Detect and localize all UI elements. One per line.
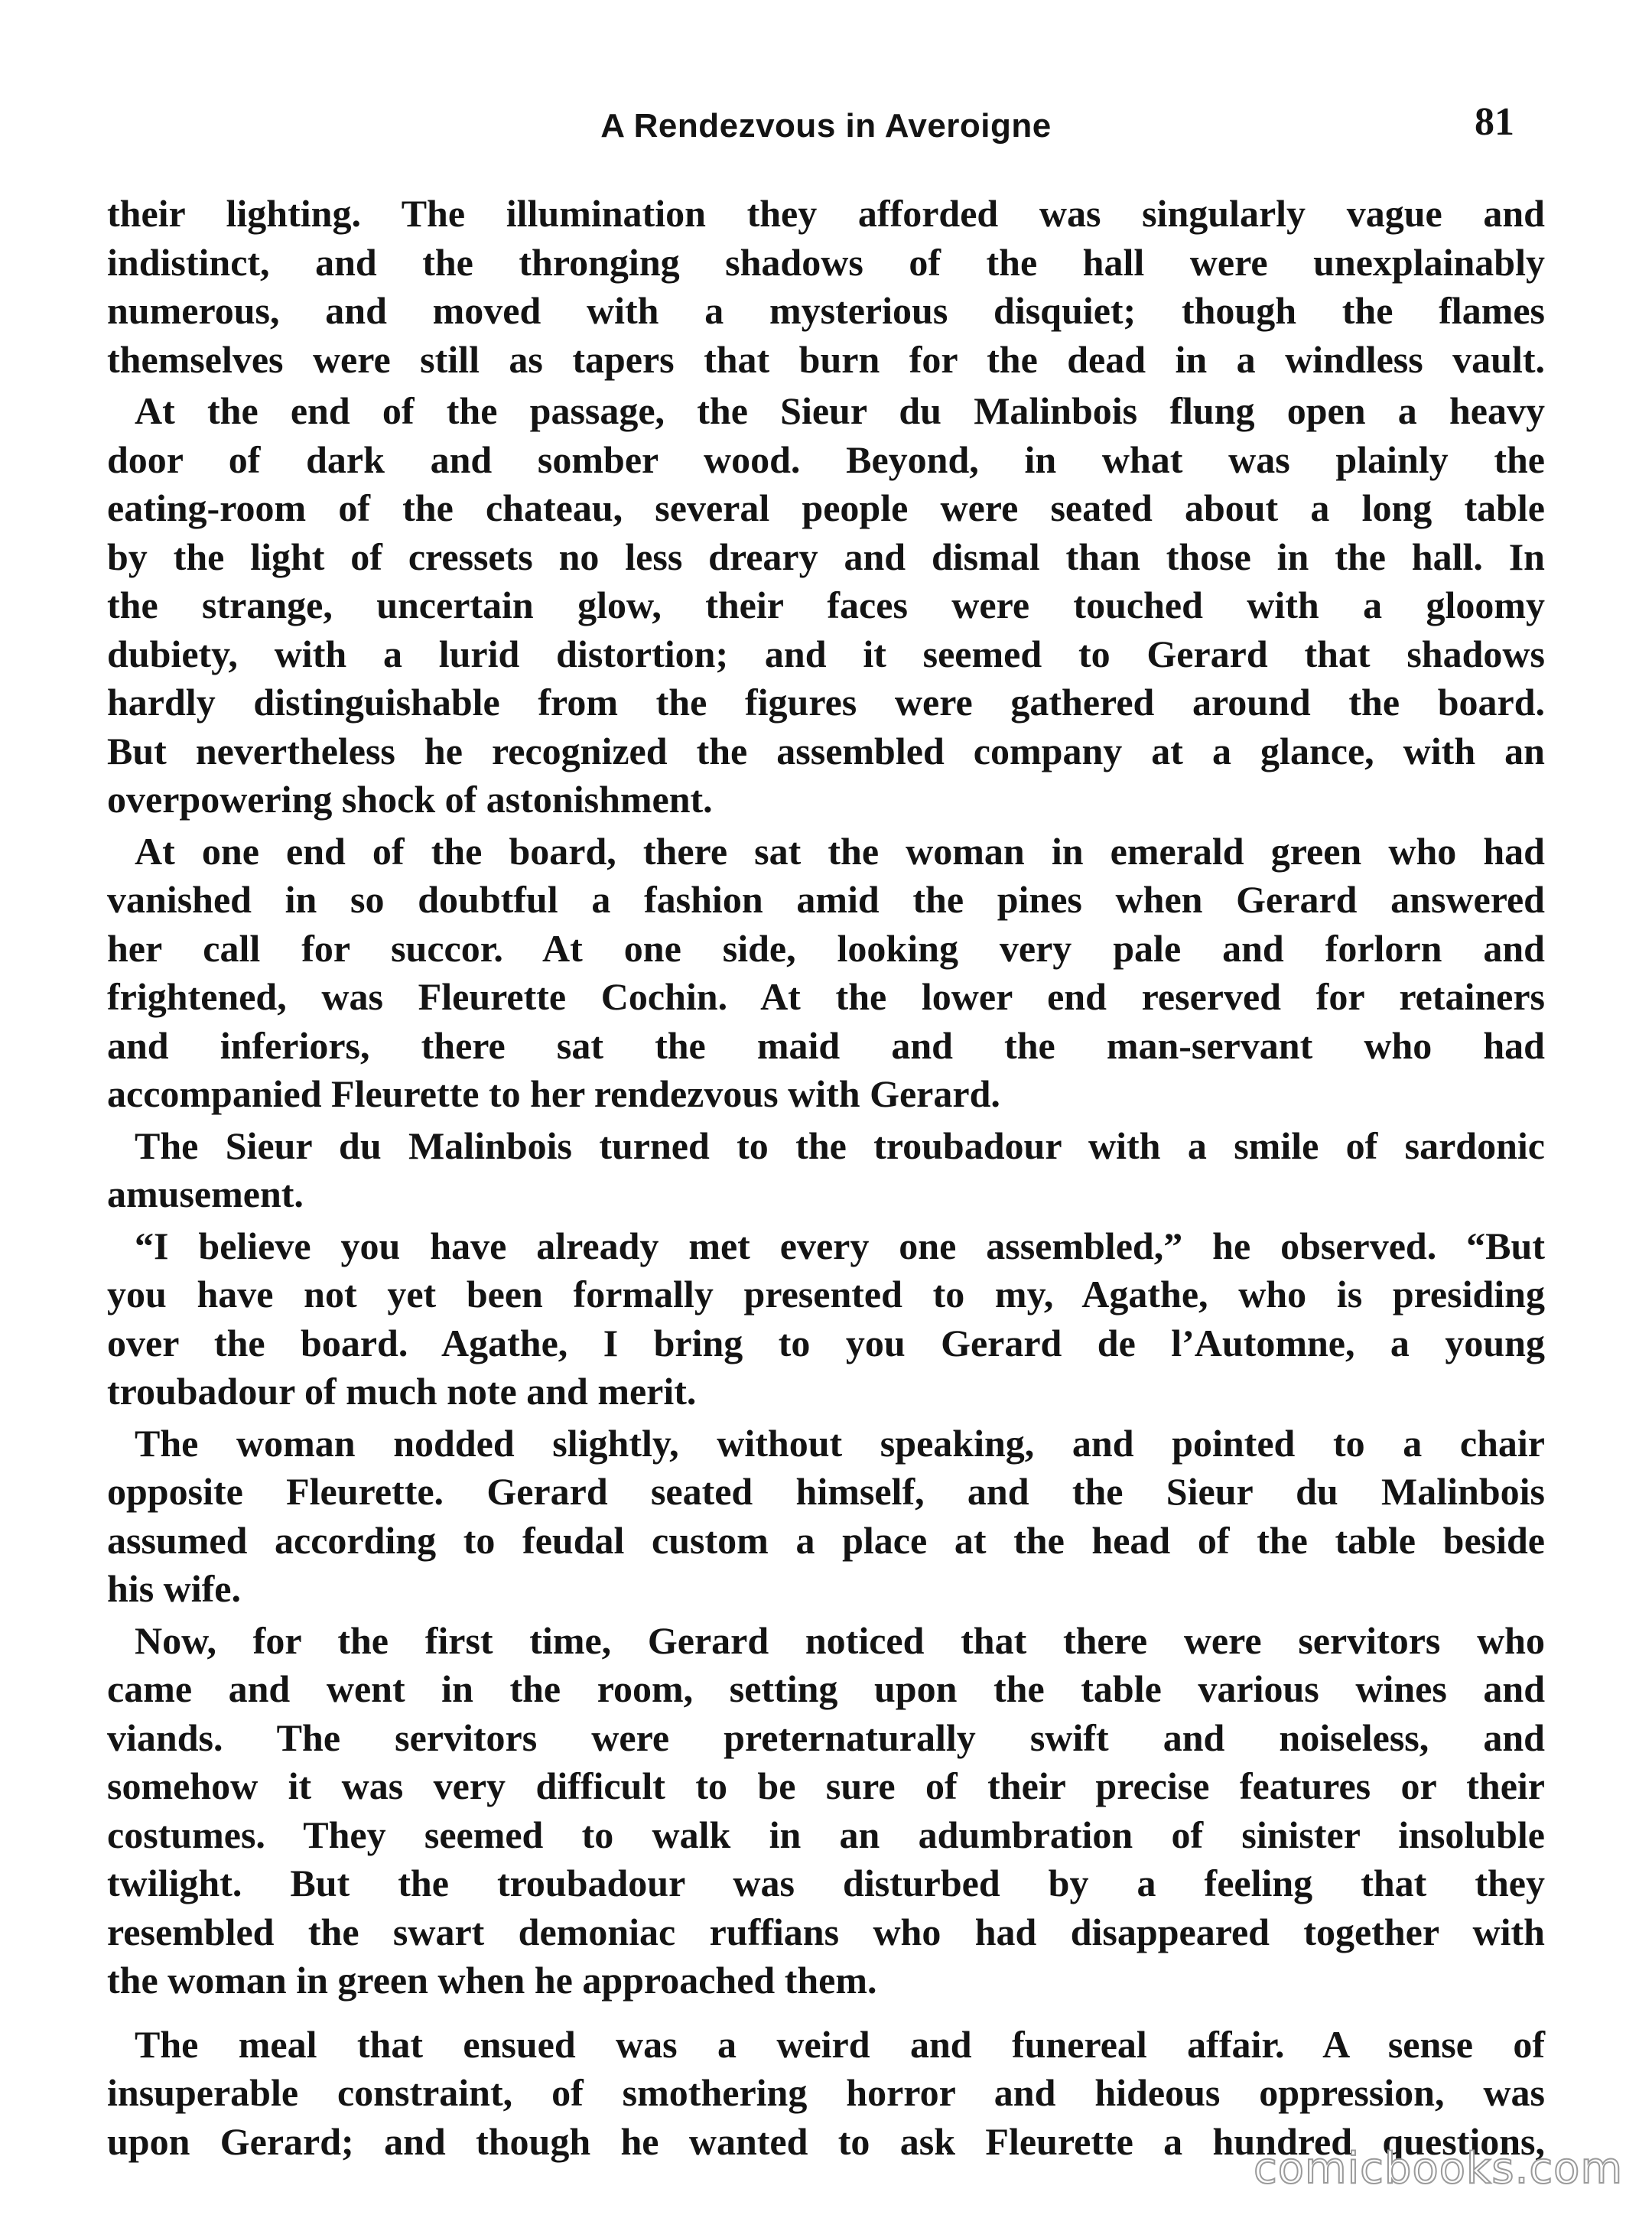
paragraph-3 <box>107 828 1545 1119</box>
text-line: twilight. But the troubadour was disturbed by a feeling that they <box>107 1862 1545 1904</box>
text-line: you have not yet been formally presented to my, Agathe, who is presiding <box>107 1273 1545 1316</box>
text-line: accompanied Fleurette to her rendezvous with Gerard. <box>107 1072 1000 1115</box>
text-line: somehow it was very difficult to be sure of their precise features or their <box>107 1764 1545 1807</box>
paragraph-2 <box>107 387 1545 824</box>
text-line: by the light of cressets no less dreary and dismal than those in the hall. In <box>107 535 1545 578</box>
paragraph-6 <box>107 1420 1545 1614</box>
text-line: eating-room of the chateau, several people were seated about a long table <box>107 486 1545 529</box>
text-line: upon Gerard; and though he wanted to ask Fleurette a hundred questions, <box>107 2119 1545 2163</box>
text-line: assumed according to feudal custom a place at the head of the table beside <box>107 1518 1545 1562</box>
text-line: themselves were still as tapers that burn for the dead in a windless vault. <box>107 337 1545 381</box>
text-line: the strange, uncertain glow, their faces were touched with a gloomy <box>107 584 1545 626</box>
text-line: resembled the swart demoniac ruffians who had disappeared together with <box>107 1910 1545 1953</box>
text-line: The woman nodded slightly, without speaking, and pointed to a chair <box>135 1421 1545 1465</box>
text-line: But nevertheless he recognized the assembled company at a glance, with an <box>107 729 1545 772</box>
text-line: over the board. Agathe, I bring to you Gerard de l’Automne, a young <box>107 1321 1545 1364</box>
text-line: Now, for the first time, Gerard noticed that there were servitors who <box>135 1618 1545 1662</box>
text-line: door of dark and somber wood. Beyond, in what was plainly the <box>107 437 1545 481</box>
text-line: “I believe you have already met every one assembled,” he observed. “But <box>135 1224 1545 1267</box>
text-line: opposite Fleurette. Gerard seated himself, and the Sieur du Malinbois <box>107 1470 1545 1513</box>
paragraph-4 <box>107 1122 1545 1219</box>
watermark: comicbooks.com <box>1253 2144 1623 2194</box>
running-title: A Rendezvous in Averoigne <box>600 107 1052 145</box>
text-line: hardly distinguishable from the figures were gathered around the board. <box>107 681 1545 724</box>
page-header <box>107 99 1545 161</box>
text-line: their lighting. The illumination they afforded was singularly vague and <box>107 192 1545 235</box>
text-line: viands. The servitors were preternaturally swift and noiseless, and <box>107 1716 1545 1759</box>
text-line: the woman in green when he approached them. <box>107 1959 877 2002</box>
text-line: dubiety, with a lurid distortion; and it seemed to Gerard that shadows <box>107 632 1545 675</box>
text-line: her call for succor. At one side, looking very pale and forlorn and <box>107 926 1545 970</box>
paragraph-1 <box>107 190 1545 384</box>
body-text <box>107 190 1545 2166</box>
text-line: The meal that ensued was a weird and funereal affair. A sense of <box>135 2022 1545 2066</box>
text-line: his wife. <box>107 1567 241 1610</box>
paragraph-5 <box>107 1222 1545 1416</box>
text-line: The Sieur du Malinbois turned to the troubadour with a smile of sardonic <box>135 1124 1545 1167</box>
text-line: vanished in so doubtful a fashion amid the pines when Gerard answered <box>107 878 1545 921</box>
paragraph-7 <box>107 1617 1545 2005</box>
text-line: troubadour of much note and merit. <box>107 1370 697 1413</box>
text-line: insuperable constraint, of smothering horror and hideous oppression, was <box>107 2071 1545 2114</box>
text-line: indistinct, and the thronging shadows of the hall were unexplainably <box>107 240 1545 284</box>
text-line: At the end of the passage, the Sieur du Malinbois flung open a heavy <box>135 389 1545 432</box>
page-number: 81 <box>1475 100 1514 144</box>
text-line: and inferiors, there sat the maid and the man-servant who had <box>107 1023 1545 1067</box>
text-line: costumes. They seemed to walk in an adumbration of sinister insoluble <box>107 1813 1545 1856</box>
text-line: came and went in the room, setting upon the table various wines and <box>107 1667 1545 1710</box>
text-line: overpowering shock of astonishment. <box>107 778 713 821</box>
text-line: At one end of the board, there sat the woman in emerald green who had <box>135 829 1545 873</box>
text-line: numerous, and moved with a mysterious disquiet; though the flames <box>107 289 1545 332</box>
text-line: frightened, was Fleurette Cochin. At the lower end reserved for retainers <box>107 975 1545 1018</box>
text-line: amusement. <box>107 1172 304 1215</box>
